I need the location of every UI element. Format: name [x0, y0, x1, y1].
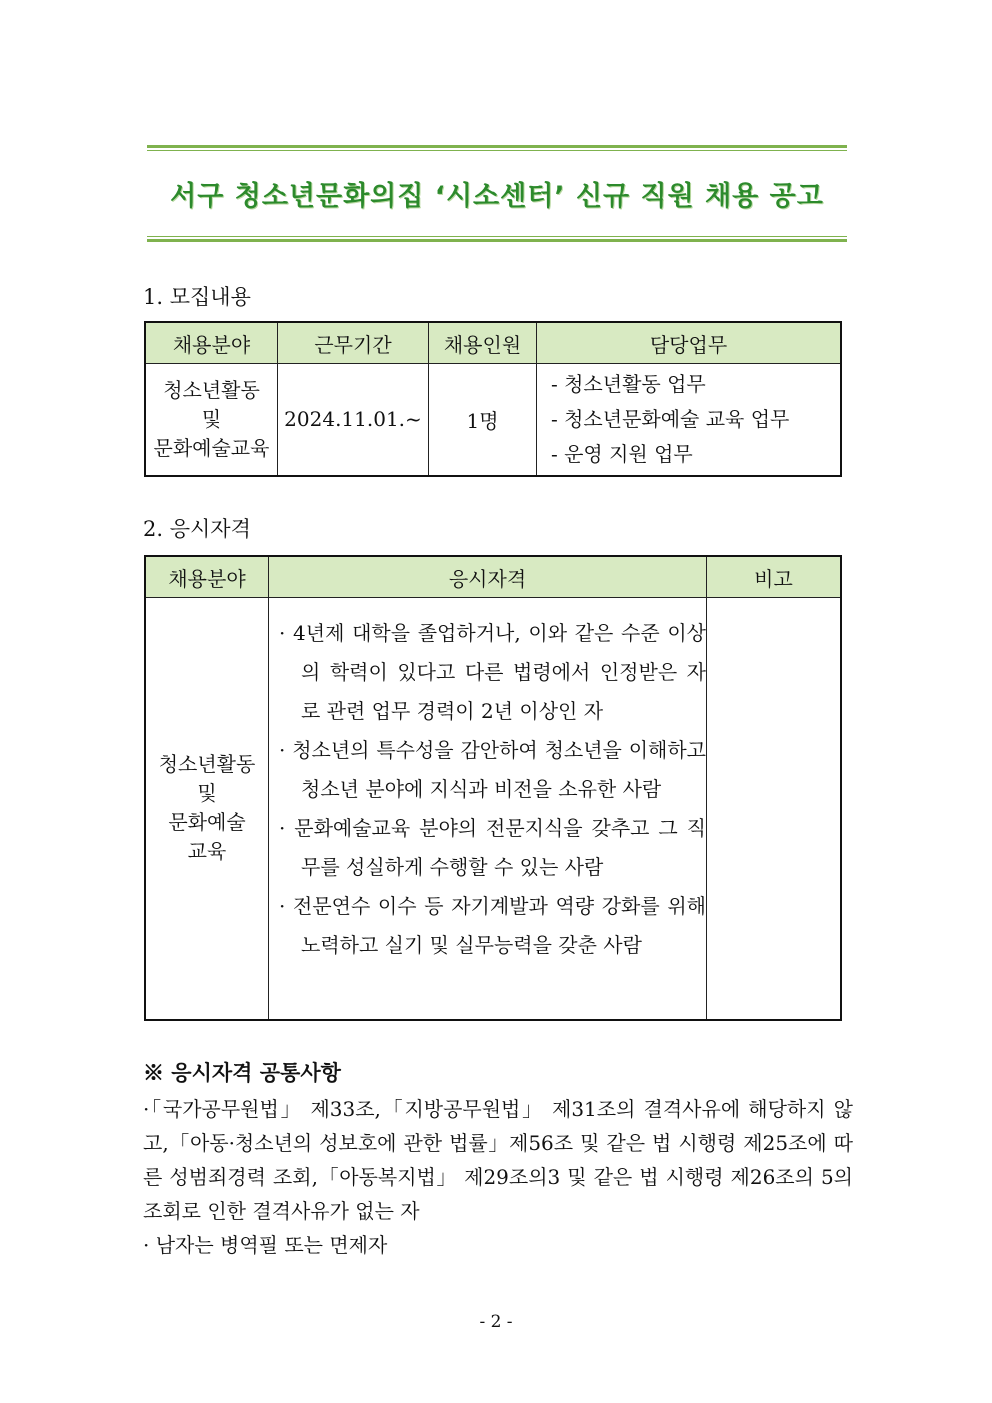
- list-item: · 문화예술교육 분야의 전문지식을 갖추고 그 직무를 성실하게 수행할 수 있는 사람: [279, 816, 706, 879]
- page-number: - 2 -: [479, 1312, 513, 1332]
- duties-cell: [537, 364, 842, 476]
- list-item: - 운영 지원 업무: [551, 441, 693, 466]
- note-cell: [707, 598, 842, 1020]
- header-qualifications: 응시자격: [269, 556, 707, 598]
- table-row: [145, 364, 841, 476]
- list-item: · 4년제 대학을 졸업하거나, 이와 같은 수준 이상의 학력이 있다고 다른 법령에서 인정받은 자로 관련 업무 경력이 2년 이상인 자: [279, 621, 706, 723]
- header-count: 채용인원: [429, 322, 537, 364]
- table-row: [145, 598, 841, 1020]
- list-item: · 남자는 병역필 또는 면제자: [143, 1233, 388, 1257]
- common-body: [143, 1092, 853, 1262]
- count-cell: 1명: [429, 364, 537, 476]
- period-cell: 2024.11.01.~: [278, 364, 429, 476]
- table-header-row: [145, 322, 841, 364]
- qualification-table: [144, 555, 842, 1021]
- common-heading: ※ 응시자격 공통사항: [143, 1060, 341, 1085]
- list-item: · 전문연수 이수 등 자기계발과 역량 강화를 위해 노력하고 실기 및 실무능력을 갖춘 사람: [279, 894, 706, 957]
- header-period: 근무기간: [278, 322, 429, 364]
- recruitment-table: [144, 321, 842, 477]
- header-note: 비고: [707, 556, 842, 598]
- qualifications-cell: [269, 598, 707, 1020]
- title-top-rule: [147, 145, 847, 151]
- table-header-row: [145, 556, 841, 598]
- list-item: - 청소년문화예술 교육 업무: [551, 406, 790, 431]
- header-field: 채용분야: [145, 322, 278, 364]
- field-cell: 청소년활동 및 문화예술 교육: [145, 598, 269, 1020]
- section-2-heading: 2. 응시자격: [143, 517, 251, 541]
- field-cell: 청소년활동 및 문화예술교육: [145, 364, 278, 476]
- page-title: 서구 청소년문화의집 ‘시소센터’ 신규 직원 채용 공고: [170, 181, 824, 212]
- section-1-heading: 1. 모집내용: [143, 285, 251, 309]
- list-item: · 청소년의 특수성을 감안하여 청소년을 이해하고 청소년 분야에 지식과 비전을 소유한 사람: [279, 738, 706, 801]
- list-item: ·「국가공무원법」 제33조,「지방공무원법」 제31조의 결격사유에 해당하지 않고,「아동·청소년의 성보호에 관한 법률」제56조 및 같은 법 시행령 제25조에 따른 성범죄경력 조회,「아동복지법」 제29조의3 및 같은 법 시행령 제26조의 5의 조회로 인한 결격사유가 없는 자: [143, 1097, 853, 1223]
- title-bottom-rule: [147, 236, 847, 242]
- header-duties: 담당업무: [537, 322, 842, 364]
- list-item: - 청소년활동 업무: [551, 371, 706, 396]
- header-field: 채용분야: [145, 556, 269, 598]
